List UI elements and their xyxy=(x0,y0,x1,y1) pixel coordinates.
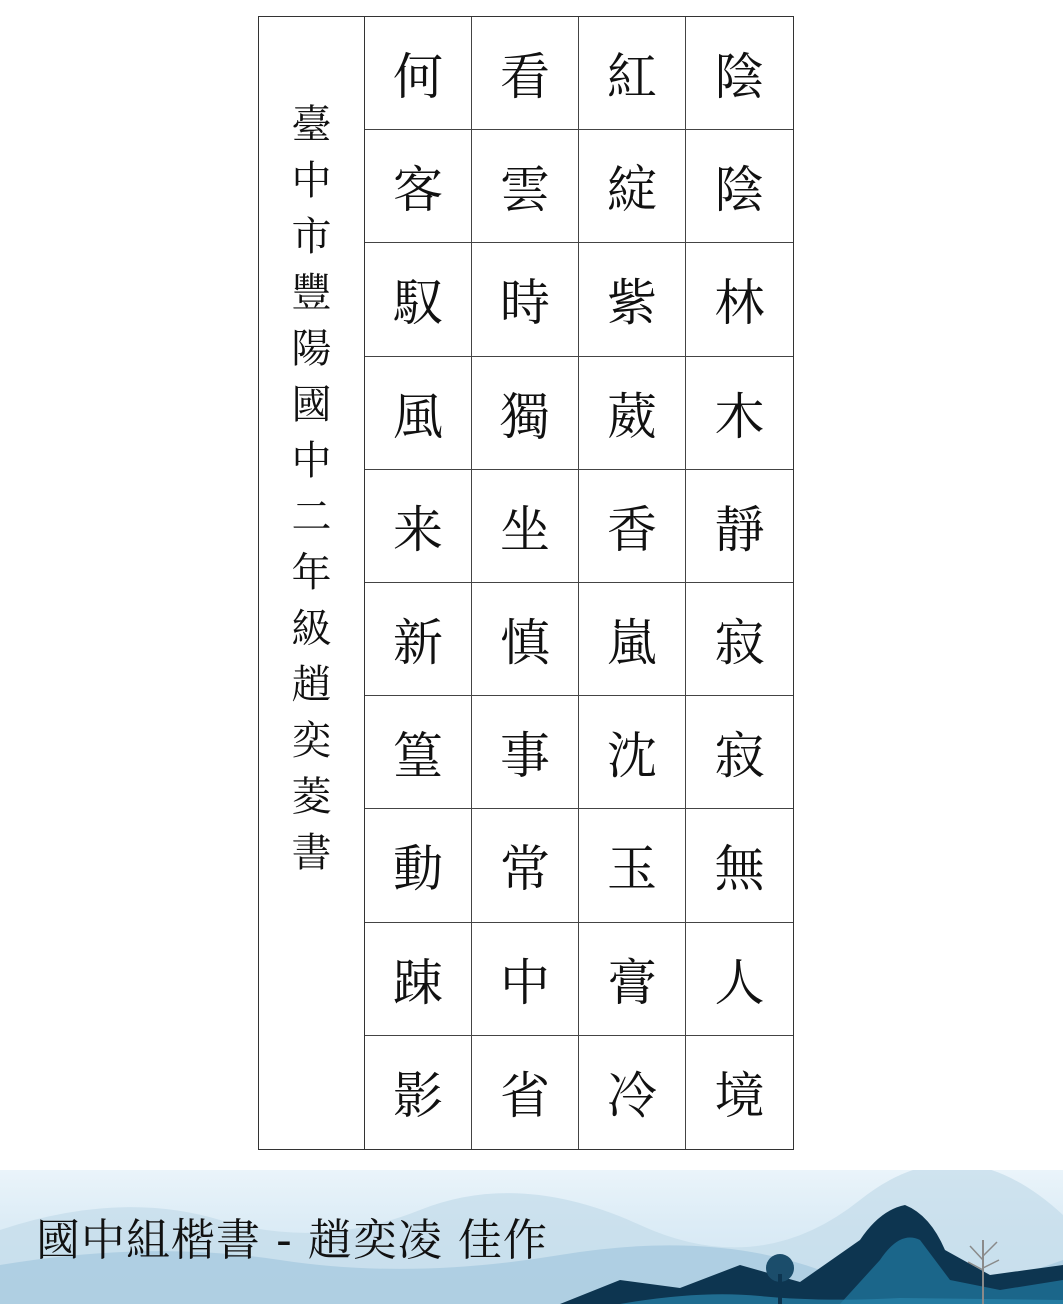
grid-cell: 省 xyxy=(472,1036,579,1149)
grid-cell: 事 xyxy=(472,696,579,809)
grid-cell: 境 xyxy=(714,1067,765,1126)
grid-cell: 馭 xyxy=(365,243,472,356)
grid-cell: 膏 xyxy=(579,923,686,1036)
grid-cell: 陰 xyxy=(686,130,793,243)
grid-cell: 坐 xyxy=(472,470,579,583)
grid-cell: 来 xyxy=(365,470,472,583)
grid-cell: 客 xyxy=(365,130,472,243)
signature-char: 級 xyxy=(291,606,332,652)
grid-cell: 紫 xyxy=(579,243,686,356)
grid-cell: 沈 xyxy=(579,696,686,809)
grid-cell: 冷 xyxy=(579,1036,686,1149)
grid-cell: 看 xyxy=(472,17,579,130)
grid-cell: 寂 xyxy=(686,583,793,696)
signature-char: 中 xyxy=(291,158,332,204)
calligraphy-sheet xyxy=(258,16,794,1150)
grid-cell: 風 xyxy=(365,357,472,470)
grid-cell: 林 xyxy=(686,243,793,356)
grid-cell: 影 xyxy=(365,1036,472,1149)
grid-cell: 綻 xyxy=(579,130,686,243)
grid-cell: 嵐 xyxy=(579,583,686,696)
grid-cell: 無 xyxy=(686,809,793,922)
grid-cell: 人 xyxy=(686,923,793,1036)
signature-char: 陽 xyxy=(291,326,332,372)
grid-cell: 獨 xyxy=(472,357,579,470)
grid-cell: 新 xyxy=(365,583,472,696)
grid-cell: 踈 xyxy=(365,923,472,1036)
signature-char: 奕 xyxy=(291,718,332,764)
grid-cell: 葳 xyxy=(579,357,686,470)
grid-cell: 慎 xyxy=(472,583,579,696)
grid-cell: 玉 xyxy=(579,809,686,922)
signature-char: 豐 xyxy=(291,270,332,316)
signature-char: 書 xyxy=(291,830,332,876)
grid-cell: 木 xyxy=(686,357,793,470)
grid-cell: 何 xyxy=(365,17,472,130)
grid-cell: 雲 xyxy=(472,130,579,243)
grid-cell: 陰 xyxy=(686,17,793,130)
grid-cell: 動 xyxy=(365,809,472,922)
signature-char: 二 xyxy=(291,494,332,540)
grid-cell: 篁 xyxy=(365,696,472,809)
grid-cell: 中 xyxy=(472,923,579,1036)
grid-cell: 香 xyxy=(579,470,686,583)
grid-cell: 靜 xyxy=(686,470,793,583)
footer-banner xyxy=(0,1170,1063,1304)
grid-cell: 常 xyxy=(472,809,579,922)
signature-char: 年 xyxy=(291,550,332,596)
character-grid xyxy=(365,17,793,1149)
signature-char: 趙 xyxy=(291,662,332,708)
grid-cell: 時 xyxy=(472,243,579,356)
signature-char: 臺 xyxy=(291,102,332,148)
signature-char: 市 xyxy=(291,214,332,260)
grid-cell: 紅 xyxy=(579,17,686,130)
grid-cell: 寂 xyxy=(686,696,793,809)
signature-char: 菱 xyxy=(291,774,332,820)
signature-column xyxy=(259,17,365,1149)
signature-char: 國 xyxy=(291,382,332,428)
entry-title: 國中組楷書 - 趙奕凌 佳作 xyxy=(36,1215,548,1266)
signature-char: 中 xyxy=(291,438,332,484)
